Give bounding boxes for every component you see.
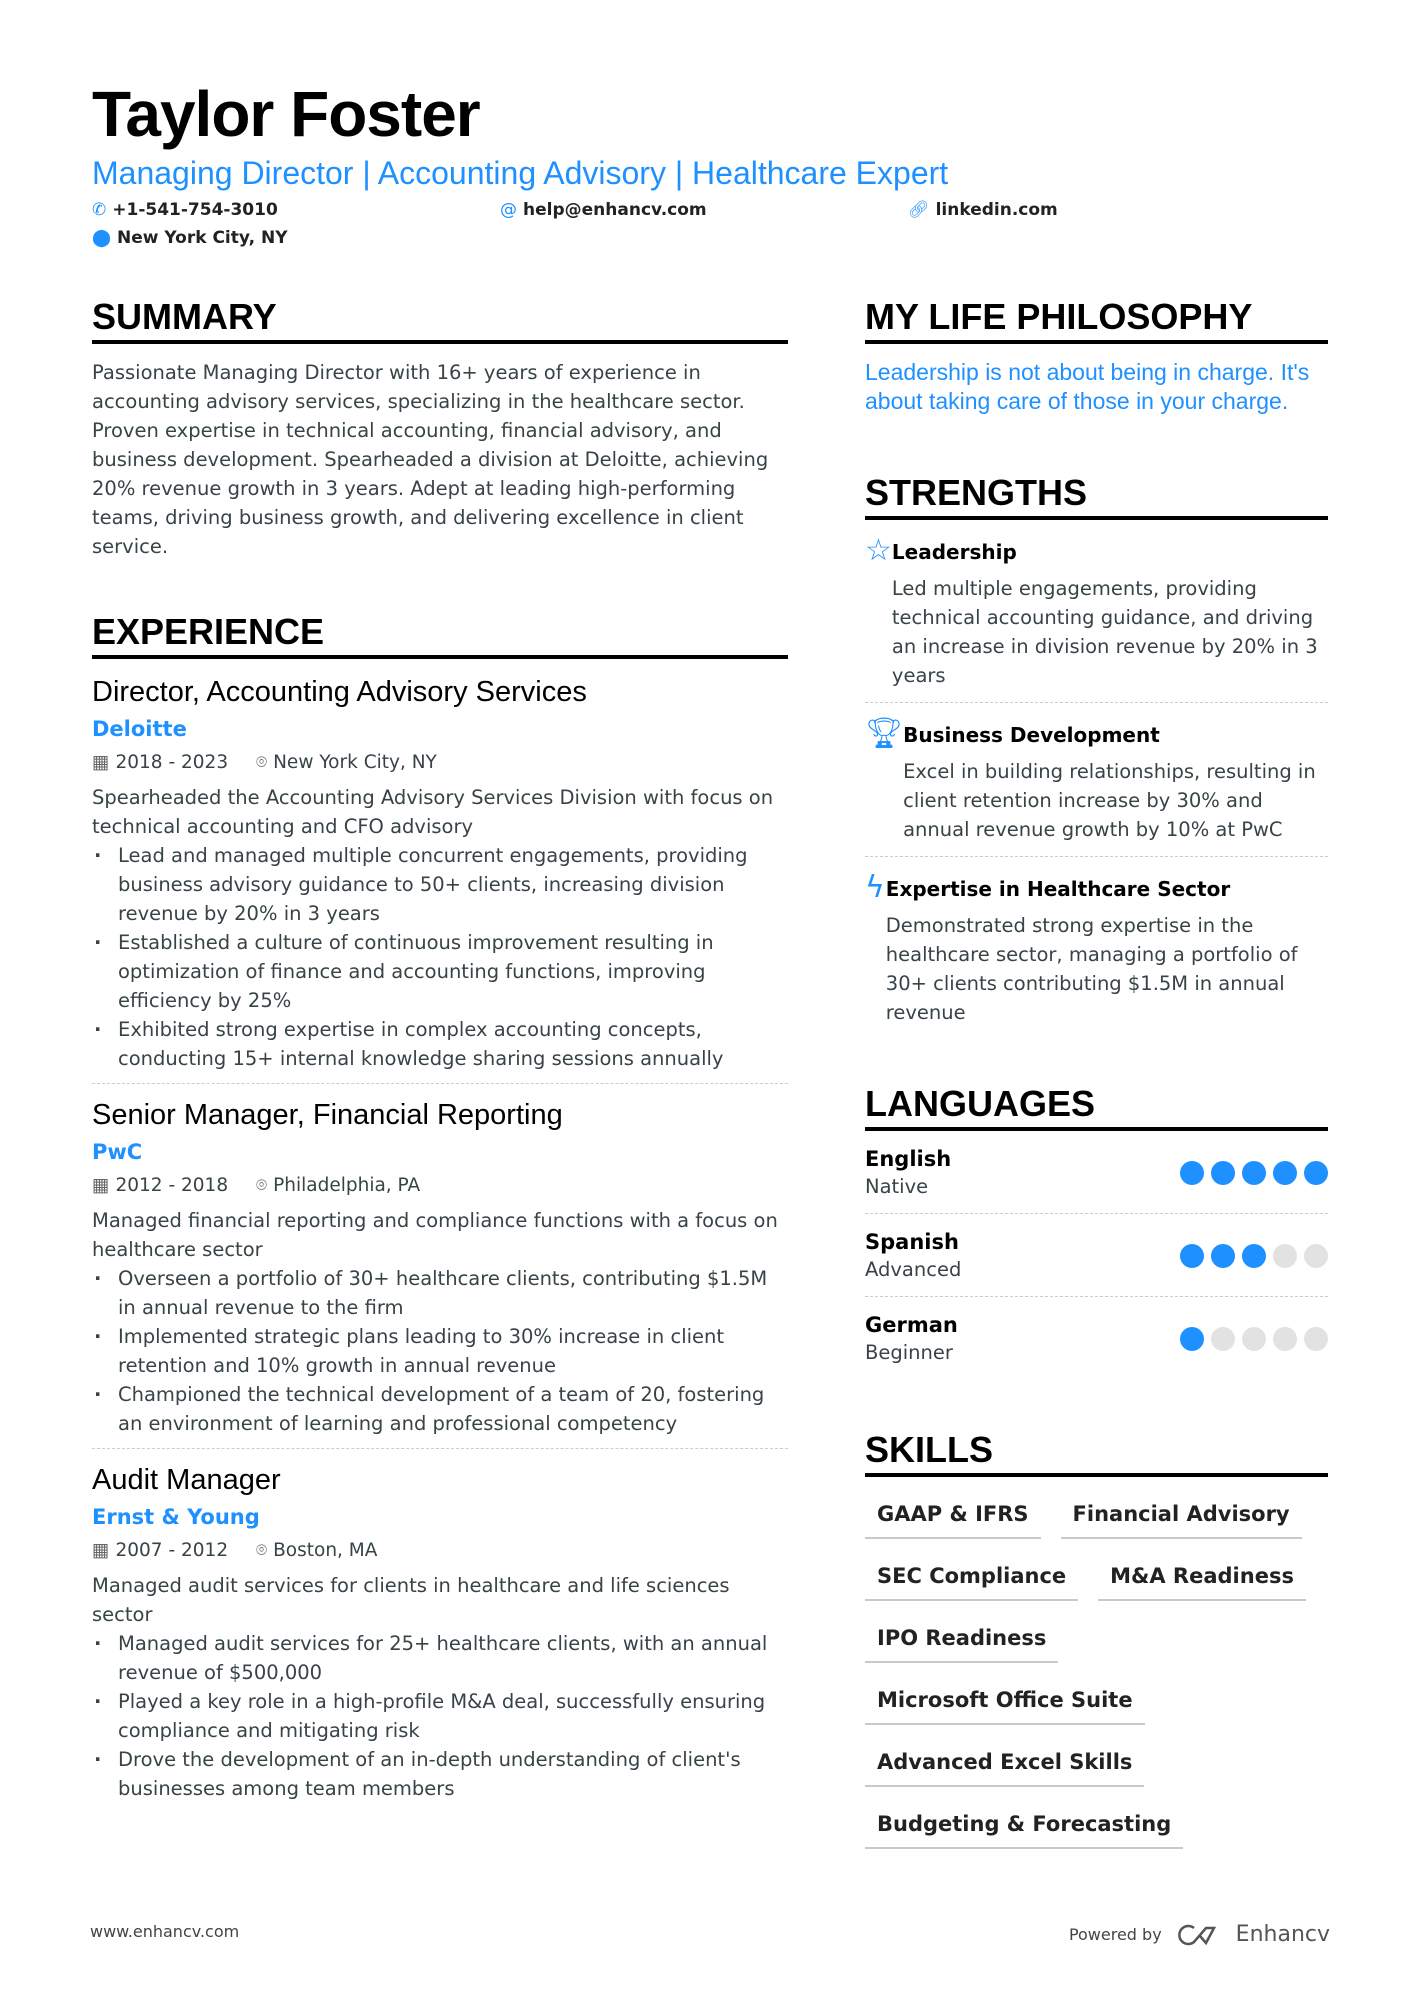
- language-item: [865, 1214, 1328, 1297]
- rating-dot: [1242, 1244, 1266, 1268]
- job-bullet: · Managed audit services for 25+ healthcare clients, with an annual revenue of $500,000: [118, 1629, 788, 1687]
- job-title: Senior Manager, Financial Reporting: [92, 1099, 563, 1131]
- strength-item: [865, 703, 1328, 857]
- skill-tag: Budgeting & Forecasting: [865, 1801, 1183, 1849]
- job-dates: 2007 - 2012: [115, 1540, 229, 1561]
- strength-title: Expertise in Healthcare Sector: [885, 877, 1231, 901]
- strengths-list: [865, 520, 1328, 1039]
- location-text: New York City, NY: [117, 228, 288, 248]
- languages-list: [865, 1131, 1328, 1379]
- job-bullet: · Overseen a portfolio of 30+ healthcare clients, contributing $1.5M in annual revenue to the firm: [118, 1264, 788, 1322]
- skill-tag: SEC Compliance: [865, 1553, 1078, 1601]
- rating-dot: [1211, 1327, 1235, 1351]
- calendar-icon: ▦: [92, 1540, 110, 1561]
- rating-dot: [1180, 1244, 1204, 1268]
- skills-list: [865, 1491, 1328, 1863]
- summary-heading: SUMMARY: [92, 296, 788, 344]
- skill-tag: Advanced Excel Skills: [865, 1739, 1144, 1787]
- strength-item: [865, 857, 1328, 1039]
- philosophy-heading: MY LIFE PHILOSOPHY: [865, 296, 1328, 344]
- job-location: Philadelphia, PA: [273, 1175, 421, 1196]
- job-description: Spearheaded the Accounting Advisory Services Division with focus on technical accounting and CFO advisory: [92, 786, 774, 838]
- footer-website[interactable]: www.enhancv.com: [90, 1922, 240, 1941]
- job-meta: [92, 1170, 788, 1202]
- languages-heading: LANGUAGES: [865, 1083, 1328, 1131]
- job-bullet: · Drove the development of an in-depth understanding of client's businesses among team members: [118, 1745, 788, 1803]
- experience-list: [92, 673, 788, 1813]
- language-level: Advanced: [865, 1258, 962, 1281]
- strength-item: [865, 520, 1328, 703]
- job-location: New York City, NY: [273, 752, 437, 773]
- job-dates: 2012 - 2018: [115, 1175, 229, 1196]
- job-location: Boston, MA: [273, 1540, 378, 1561]
- job-bullet: · Played a key role in a high-profile M&A deal, successfully ensuring compliance and mitigating risk: [118, 1687, 788, 1745]
- strength-text: Excel in building relationships, resulting in client retention increase by 30% and annual revenue growth by 10% at PwC: [903, 760, 1316, 841]
- experience-item: [92, 1096, 788, 1449]
- company-name: Ernst & Young: [92, 1505, 260, 1529]
- company-name: PwC: [92, 1140, 143, 1164]
- strength-text: Led multiple engagements, providing technical accounting guidance, and driving an increase in division revenue by 20% in 3 years: [891, 577, 1318, 687]
- phone-text: +1-541-754-3010: [112, 200, 278, 220]
- job-title: Audit Manager: [92, 1464, 281, 1496]
- left-column: [92, 296, 788, 1825]
- rating-dot: [1180, 1161, 1204, 1185]
- rating-dot: [1242, 1327, 1266, 1351]
- job-bullet: · Championed the technical development of a team of 20, fostering an environment of learning and professional competency: [118, 1380, 788, 1438]
- enhancv-brand: Enhancv: [1235, 1922, 1330, 1947]
- job-bullet: · Lead and managed multiple concurrent engagements, providing business advisory guidance to 50+ clients, increasing division revenue by 20% in 3 years: [118, 841, 788, 928]
- location-pin-icon: ⬤: [92, 228, 112, 248]
- rating-dot: [1273, 1327, 1297, 1351]
- summary-text: Passionate Managing Director with 16+ years of experience in accounting advisory services, specializing in the healthcare sector. Proven expertise in technical accounting, financial advisory, and business development. Spearheaded a division at Deloitte, achieving 20% revenue growth in 3 years. Adept at leading high-performing teams, driving business growth, and delivering excellence in client service.: [92, 361, 769, 558]
- experience-item: [92, 1461, 788, 1813]
- language-rating: [1180, 1327, 1328, 1351]
- strength-title: Business Development: [903, 723, 1160, 747]
- location-pin-icon: ⌾: [255, 752, 268, 773]
- job-bullet: · Established a culture of continuous improvement resulting in optimization of finance and accounting functions, improving efficiency by 25%: [118, 928, 788, 1015]
- rating-dot: [1273, 1244, 1297, 1268]
- location-pin-icon: ⌾: [255, 1175, 268, 1196]
- job-bullet: · Exhibited strong expertise in complex accounting concepts, conducting 15+ internal knowledge sharing sessions annually: [118, 1015, 788, 1073]
- job-dates: 2018 - 2023: [115, 752, 229, 773]
- company-name: Deloitte: [92, 717, 187, 741]
- star-icon: ☆: [865, 533, 892, 568]
- experience-item: [92, 673, 788, 1084]
- rating-dot: [1180, 1327, 1204, 1351]
- job-bullets: [92, 841, 788, 1073]
- right-column: [865, 296, 1328, 1863]
- job-meta: [92, 1535, 788, 1567]
- location: [92, 228, 500, 248]
- skill-tag: Microsoft Office Suite: [865, 1677, 1145, 1725]
- enhancv-logo-icon: [1176, 1923, 1222, 1947]
- job-title: Director, Accounting Advisory Services: [92, 676, 587, 708]
- calendar-icon: ▦: [92, 1175, 110, 1196]
- language-level: Native: [865, 1175, 929, 1198]
- contact-info: [92, 200, 1332, 248]
- rating-dot: [1273, 1161, 1297, 1185]
- email[interactable]: [500, 200, 908, 220]
- rating-dot: [1304, 1161, 1328, 1185]
- experience-heading: EXPERIENCE: [92, 611, 788, 659]
- language-item: [865, 1131, 1328, 1214]
- strength-text: Demonstrated strong expertise in the healthcare sector, managing a portfolio of 30+ clients contributing $1.5M in annual revenue: [885, 914, 1298, 1024]
- job-description: Managed audit services for clients in healthcare and life sciences sector: [92, 1574, 730, 1626]
- linkedin-text[interactable]: linkedin.com: [935, 200, 1058, 220]
- job-description: Managed financial reporting and compliance functions with a focus on healthcare sector: [92, 1209, 778, 1261]
- job-bullet: · Implemented strategic plans leading to 30% increase in client retention and 10% growth in annual revenue: [118, 1322, 788, 1380]
- skill-tag: IPO Readiness: [865, 1615, 1058, 1663]
- footer: [90, 1922, 1330, 1947]
- philosophy-quote: Leadership is not about being in charge. It's about taking care of those in your charge.: [865, 359, 1310, 414]
- location-pin-icon: ⌾: [255, 1540, 268, 1561]
- job-bullets: [92, 1629, 788, 1803]
- phone: [92, 200, 500, 220]
- email-text[interactable]: help@enhancv.com: [523, 200, 707, 220]
- resume-header: [92, 78, 1332, 248]
- language-name: Spanish: [865, 1230, 959, 1254]
- language-name: German: [865, 1313, 958, 1337]
- strength-title: Leadership: [891, 540, 1017, 564]
- powered-by: [1069, 1922, 1330, 1947]
- job-meta: [92, 747, 788, 779]
- language-rating: [1180, 1244, 1328, 1268]
- phone-icon: ✆: [92, 200, 107, 220]
- lightning-icon: ϟ: [865, 870, 885, 905]
- strengths-heading: STRENGTHS: [865, 472, 1328, 520]
- rating-dot: [1211, 1161, 1235, 1185]
- rating-dot: [1211, 1244, 1235, 1268]
- candidate-title: Managing Director | Accounting Advisory | Healthcare Expert: [92, 155, 949, 191]
- trophy-icon: 🏆︎: [865, 716, 904, 751]
- linkedin[interactable]: [908, 200, 1208, 220]
- language-level: Beginner: [865, 1341, 953, 1364]
- calendar-icon: ▦: [92, 752, 110, 773]
- language-rating: [1180, 1161, 1328, 1185]
- candidate-name: Taylor Foster: [92, 78, 480, 150]
- job-bullets: [92, 1264, 788, 1438]
- rating-dot: [1304, 1327, 1328, 1351]
- rating-dot: [1304, 1244, 1328, 1268]
- powered-by-text: Powered by: [1068, 1925, 1162, 1944]
- skills-heading: SKILLS: [865, 1429, 1328, 1477]
- language-name: English: [865, 1147, 952, 1171]
- skill-tag: Financial Advisory: [1061, 1491, 1302, 1539]
- rating-dot: [1242, 1161, 1266, 1185]
- link-icon: 🔗︎: [908, 200, 930, 220]
- skill-tag: GAAP & IFRS: [865, 1491, 1041, 1539]
- language-item: [865, 1297, 1328, 1379]
- skill-tag: M&A Readiness: [1098, 1553, 1306, 1601]
- at-icon: @: [500, 200, 517, 220]
